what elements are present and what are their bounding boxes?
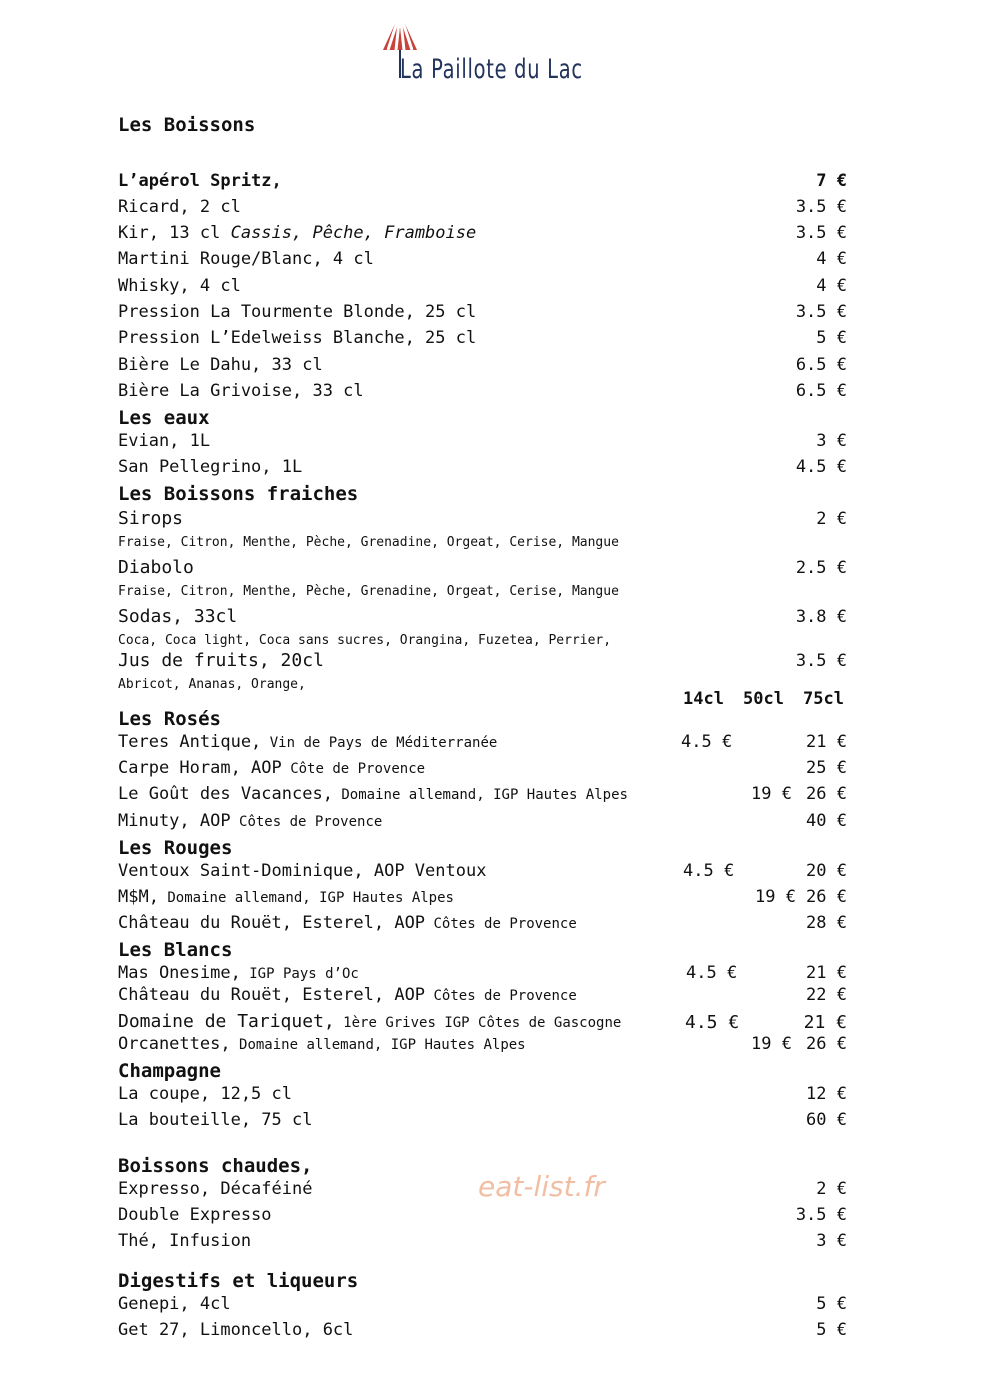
menu-item-price: 6.5 € — [795, 355, 847, 375]
menu-item-price: 2 € — [816, 509, 847, 529]
menu-item-name: Get 27, Limoncello, 6cl — [118, 1320, 354, 1340]
price-50cl: 19 € — [751, 784, 792, 804]
wine-name: Carpe Horam, AOP — [118, 758, 282, 778]
price-75cl: 22 € — [806, 985, 847, 1005]
wine-name: Domaine de Tariquet, — [118, 1011, 335, 1032]
section-heading: Boissons chaudes, — [118, 1155, 313, 1177]
menu-item-price: 12 € — [806, 1084, 847, 1104]
section-heading: Les Boissons fraiches — [118, 483, 359, 505]
wine-row — [118, 811, 382, 831]
menu-item-name: Sirops — [118, 508, 184, 529]
menu-item-name: Evian, 1L — [118, 431, 211, 451]
price-75cl: 21 € — [803, 1012, 847, 1033]
watermark: eat-list.fr — [478, 1170, 605, 1203]
menu-item-price: 3 € — [816, 431, 847, 451]
menu-item-price: 60 € — [806, 1110, 847, 1130]
menu-item-name: Ricard, 2 cl — [118, 197, 241, 217]
menu-item-name: Pression La Tourmente Blonde, 25 cl — [118, 302, 477, 322]
menu-item-price: 2 € — [816, 1179, 847, 1199]
menu-item-price: 3.5 € — [795, 651, 847, 671]
menu-item-price: 7 € — [816, 171, 847, 191]
wine-row — [118, 758, 425, 778]
price-14cl: 4.5 € — [683, 861, 735, 881]
menu-item-name: La bouteille, 75 cl — [118, 1110, 313, 1130]
wine-name: Orcanettes, — [118, 1034, 231, 1054]
menu-item-name: Whisky, 4 cl — [118, 276, 241, 296]
menu-item-price: 3.8 € — [795, 607, 847, 627]
wine-name: Teres Antique, — [118, 732, 262, 752]
menu-item-price: 3.5 € — [795, 302, 847, 322]
price-75cl: 28 € — [806, 913, 847, 933]
price-75cl: 40 € — [806, 811, 847, 831]
menu-item-detail: Coca, Coca light, Coca sans sucres, Orangina, Fuzetea, Perrier, — [118, 633, 612, 648]
wine-row — [118, 985, 577, 1005]
price-75cl: 20 € — [806, 861, 847, 881]
price-50cl: 19 € — [755, 887, 796, 907]
section-heading: Champagne — [118, 1060, 221, 1082]
wine-name: Château du Rouët, Esterel, AOP — [118, 985, 426, 1005]
price-75cl: 25 € — [806, 758, 847, 778]
wine-name: Minuty, AOP — [118, 811, 231, 831]
menu-item-detail: Abricot, Ananas, Orange, — [118, 677, 306, 692]
wine-origin: 1ère Grives IGP Côtes de Gascogne — [334, 1015, 622, 1031]
page-title: Les Boissons — [118, 114, 256, 136]
menu-item-name: Sodas, 33cl — [118, 606, 238, 627]
brand-logo — [380, 10, 620, 86]
menu-item-name: Bière Le Dahu, 33 cl — [118, 355, 323, 375]
menu-item-name: Expresso, Décaféiné — [118, 1179, 313, 1199]
brand-name: La Paillote du Lac — [400, 54, 583, 85]
wine-row — [118, 732, 497, 752]
wine-origin: Côtes de Provence — [230, 814, 383, 830]
menu-item-name: Double Expresso — [118, 1205, 272, 1225]
menu-item-price: 4 € — [816, 249, 847, 269]
menu-item-price: 3.5 € — [795, 1205, 847, 1225]
wine-row — [118, 784, 628, 804]
menu-item-name: Pression L’Edelweiss Blanche, 25 cl — [118, 328, 477, 348]
menu-item-price: 2.5 € — [795, 558, 847, 578]
menu-item-price: 4 € — [816, 276, 847, 296]
wine-origin: Côte de Provence — [281, 761, 426, 777]
wine-origin: Domaine allemand, IGP Hautes Alpes — [332, 787, 628, 803]
size-header-50cl: 50cl — [743, 689, 784, 709]
wine-origin: IGP Pays d’Oc — [240, 966, 359, 982]
menu-item-price: 4.5 € — [795, 457, 847, 477]
section-heading: Digestifs et liqueurs — [118, 1270, 359, 1292]
size-header-14cl: 14cl — [683, 689, 724, 709]
menu-item-name: San Pellegrino, 1L — [118, 457, 303, 477]
wine-origin: Domaine allemand, IGP Hautes Alpes — [230, 1037, 526, 1053]
menu-item-name: La coupe, 12,5 cl — [118, 1084, 292, 1104]
wine-row — [118, 861, 486, 881]
menu-item-name: Diabolo — [118, 557, 194, 578]
price-50cl: 19 € — [751, 1034, 792, 1054]
price-75cl: 21 € — [806, 963, 847, 983]
wine-name: M$M, — [118, 887, 159, 907]
price-14cl: 4.5 € — [686, 963, 738, 983]
menu-item-name: Martini Rouge/Blanc, 4 cl — [118, 249, 374, 269]
wine-name: Ventoux Saint-Dominique, AOP Ventoux — [118, 861, 487, 881]
menu-item-name: Thé, Infusion — [118, 1231, 252, 1251]
menu-item-detail: Fraise, Citron, Menthe, Pèche, Grenadine, Orgeat, Cerise, Mangue — [118, 584, 619, 599]
price-75cl: 26 € — [806, 1034, 847, 1054]
wine-row — [118, 1011, 621, 1032]
wine-row — [118, 887, 454, 907]
menu-item-name: L’apérol Spritz, — [118, 171, 282, 191]
price-14cl: 4.5 € — [685, 1012, 740, 1033]
price-75cl: 26 € — [806, 784, 847, 804]
price-14cl: 4.5 € — [681, 732, 733, 752]
menu-item-name: Kir, 13 cl Cassis, Pêche, Framboise — [118, 223, 477, 243]
section-heading: Les Rosés — [118, 708, 221, 730]
wine-origin: Côtes de Provence — [425, 916, 577, 932]
section-heading: Les Rouges — [118, 837, 233, 859]
menu-item-name: Jus de fruits, 20cl — [118, 650, 324, 671]
wine-row — [118, 913, 577, 933]
wine-origin: Côtes de Provence — [425, 988, 577, 1004]
menu-item-price: 3.5 € — [795, 197, 847, 217]
menu-item-price: 5 € — [816, 328, 847, 348]
section-heading: Les Blancs — [118, 939, 233, 961]
wine-row — [118, 1034, 526, 1054]
menu-item-price: 3.5 € — [795, 223, 847, 243]
menu-item-detail: Fraise, Citron, Menthe, Pèche, Grenadine, Orgeat, Cerise, Mangue — [118, 535, 619, 550]
price-75cl: 21 € — [806, 732, 847, 752]
wine-origin: Domaine allemand, IGP Hautes Alpes — [158, 890, 454, 906]
wine-origin: Vin de Pays de Méditerranée — [261, 735, 498, 751]
menu-item-flavors: Cassis, Pêche, Framboise — [230, 223, 477, 243]
menu-item-price: 5 € — [816, 1294, 847, 1314]
size-header-75cl: 75cl — [803, 689, 844, 709]
menu-item-name: Genepi, 4cl — [118, 1294, 231, 1314]
wine-name: Mas Onesime, — [118, 963, 241, 983]
section-heading: Les eaux — [118, 407, 210, 429]
menu-item-name: Bière La Grivoise, 33 cl — [118, 381, 364, 401]
wine-row — [118, 963, 359, 983]
price-75cl: 26 € — [806, 887, 847, 907]
menu-item-price: 3 € — [816, 1231, 847, 1251]
wine-name: Château du Rouët, Esterel, AOP — [118, 913, 426, 933]
menu-item-price: 6.5 € — [795, 381, 847, 401]
menu-item-price: 5 € — [816, 1320, 847, 1340]
wine-name: Le Goût des Vacances, — [118, 784, 333, 804]
